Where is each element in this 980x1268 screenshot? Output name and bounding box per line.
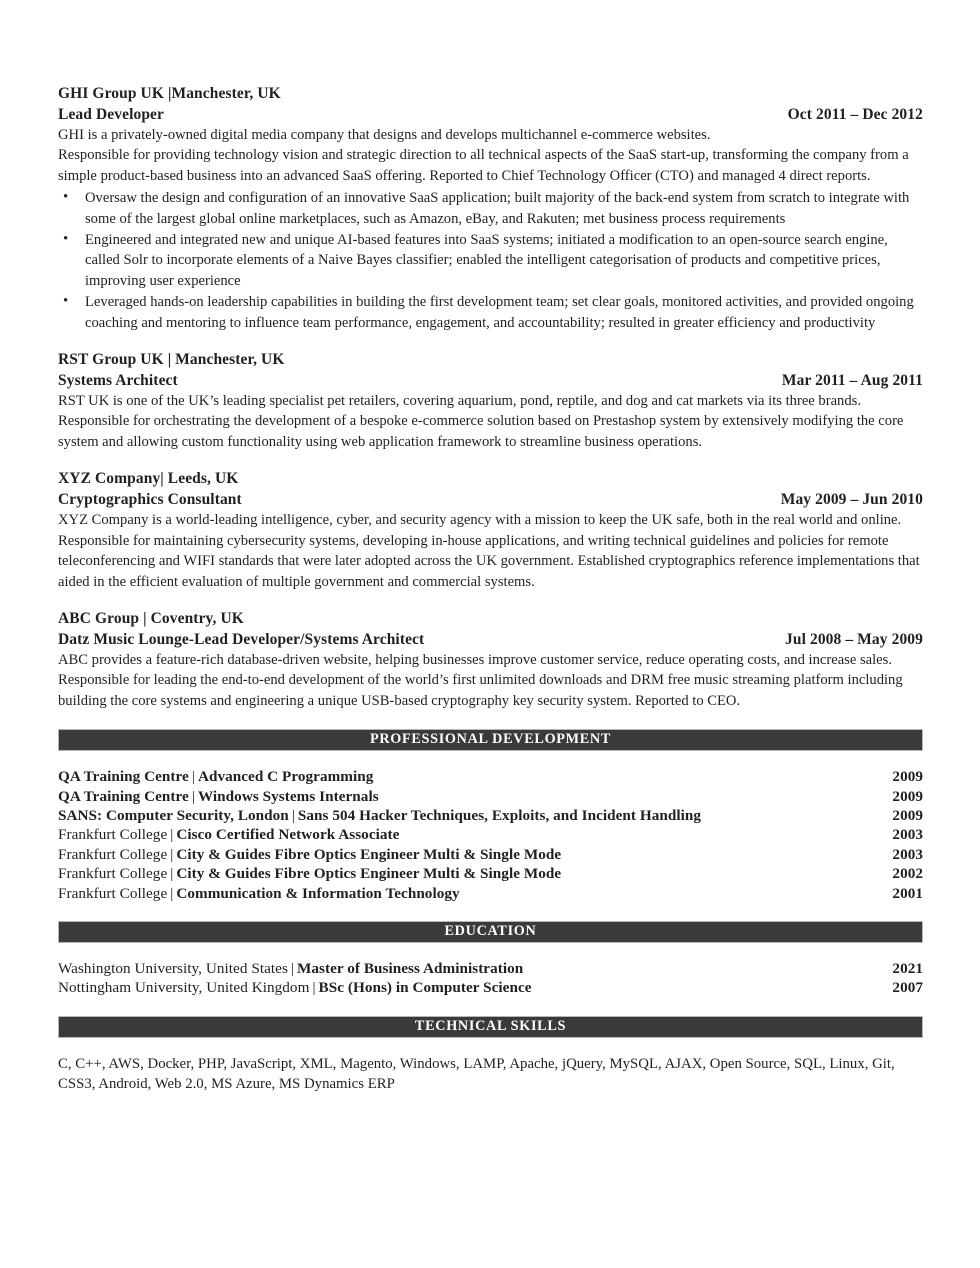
course-name: Advanced C Programming	[197, 768, 374, 786]
job-description-paragraph: Responsible for providing technology vision and strategic direction to all technical aspects of the SaaS start-up, transforming the company from a simple product-based business into an advanced SaaS offering. Reported to Chief Technology Officer (CTO) and managed 4 direct reports.	[58, 147, 909, 184]
experience-entry	[58, 609, 923, 711]
course-name: Windows Systems Internals	[197, 787, 379, 805]
job-description-paragraph: GHI is a privately-owned digital media company that designs and develops multichannel e-commerce websites.	[58, 127, 711, 143]
list-item	[58, 864, 923, 883]
qualification-name: BSc (Hons) in Computer Science	[318, 979, 532, 997]
provider-name: Frankfurt College	[58, 884, 168, 902]
list-item-label	[58, 978, 532, 997]
company-name: ABC Group | Coventry, UK	[58, 609, 244, 627]
job-title: Cryptographics Consultant	[58, 491, 242, 509]
provider-name: SANS: Computer Security, London	[58, 806, 289, 824]
year-value: 2009	[892, 787, 923, 805]
section-heading-professional-development: PROFESSIONAL DEVELOPMENT	[58, 729, 923, 751]
experience-entry	[58, 469, 923, 592]
course-name: Communication & Information Technology	[176, 884, 460, 902]
year-value: 2003	[892, 845, 923, 863]
institution-name: Washington University, United States	[58, 959, 288, 977]
job-description-paragraph: Responsible for leading the end-to-end development of the world’s first unlimited downloads and DRM free music streaming platform including building the core systems and engineering a unique USB-based cryptography key security system. Reported to CEO.	[58, 672, 903, 709]
course-name: City & Guides Fibre Optics Engineer Multi & Single Mode	[176, 845, 562, 863]
job-description-paragraph: RST UK is one of the UK’s leading specialist pet retailers, covering aquarium, pond, reptile, and dog and cat markets via its three brands.	[58, 393, 861, 410]
job-description-paragraph: ABC provides a feature-rich database-driven website, helping businesses improve customer service, reduce operating costs, and increase sales.	[58, 651, 892, 668]
company-name: RST Group UK | Manchester, UK	[58, 351, 285, 369]
technical-skills-text: C, C++, AWS, Docker, PHP, JavaScript, XML, Magento, Windows, LAMP, Apache, jQuery, MySQL, AJAX, Open Source, SQL, Linux, Git, CSS3, Android, Web 2.0, MS Azure, MS Dynamics ERP	[58, 1055, 895, 1093]
list-item-label	[58, 845, 561, 864]
experience-entry	[58, 84, 923, 333]
year-value: 2009	[892, 806, 923, 824]
job-title: Systems Architect	[58, 372, 178, 390]
course-name: City & Guides Fibre Optics Engineer Multi & Single Mode	[176, 865, 562, 883]
job-dates: Mar 2011 – Aug 2011	[781, 372, 923, 390]
provider-name: QA Training Centre	[58, 787, 189, 805]
list-item	[58, 978, 923, 997]
list-item	[58, 845, 923, 864]
separator: |	[290, 959, 295, 977]
job-title-row	[58, 370, 923, 391]
list-item-label	[58, 806, 701, 825]
year-value: 2007	[892, 979, 923, 997]
separator: |	[170, 826, 174, 844]
job-description-paragraph: Responsible for maintaining cybersecurity systems, developing in-house applications, and writing technical guidelines and policies for remote teleconferencing and WIFI standards that were later adopted across the UK government. Established cryptographics reference implementations that aided in the efficient evaluation of multiple government and commercial systems.	[58, 532, 920, 590]
list-item-label	[58, 767, 373, 786]
list-item-label	[58, 787, 379, 806]
job-bullet: • Leveraged hands-on leadership capabilities in building the first development team; set clear goals, monitored activities, and provided ongoing coaching and mentoring to influence team performance, engagement, and accountability; resulted in greater efficiency and productivity	[58, 292, 923, 333]
section-heading-technical-skills: TECHNICAL SKILLS	[58, 1016, 923, 1038]
separator: |	[170, 845, 174, 863]
job-title-row	[58, 629, 923, 650]
year-value: 2002	[892, 865, 923, 883]
year-value: 2009	[892, 768, 923, 786]
qualification-name: Master of Business Administration	[297, 959, 524, 977]
provider-name: QA Training Centre	[58, 768, 189, 786]
provider-name: Frankfurt College	[58, 826, 168, 844]
list-item	[58, 806, 923, 825]
course-name: Cisco Certified Network Associate	[176, 826, 400, 844]
list-item	[58, 884, 923, 903]
company-name: XYZ Company| Leeds, UK	[58, 470, 239, 488]
job-title-row	[58, 489, 923, 510]
experience-entry	[58, 350, 923, 452]
separator: |	[191, 768, 195, 786]
provider-name: Frankfurt College	[58, 865, 168, 883]
list-item-label	[58, 825, 399, 844]
list-item-label	[58, 959, 523, 978]
year-value: 2021	[892, 959, 923, 977]
job-dates: May 2009 – Jun 2010	[780, 491, 923, 509]
institution-name: Nottingham University, United Kingdom	[58, 979, 310, 997]
separator: |	[170, 884, 174, 902]
list-item	[58, 959, 923, 978]
list-item	[58, 767, 923, 786]
job-description-paragraph: Responsible for orchestrating the development of a bespoke e-commerce solution based on Prestashop system by extensively modifying the core system and allowing custom functionality using web application framework to streamline business operations.	[58, 413, 904, 450]
job-description-paragraph: XYZ Company is a world-leading intelligence, cyber, and security agency with a mission to keep the UK safe, both in the real world and online.	[58, 512, 902, 529]
separator: |	[312, 979, 316, 997]
separator: |	[191, 787, 195, 805]
list-item	[58, 825, 923, 844]
separator: |	[170, 865, 174, 883]
job-title: Datz Music Lounge-Lead Developer/Systems Architect	[58, 630, 425, 648]
job-bullet: • Oversaw the design and configuration of an innovative SaaS application; built majority of the back-end system from scratch to integrate with some of the largest global online marketplaces, such as Amazon, eBay, and Rakuten; met business process requirements	[58, 188, 923, 229]
separator: |	[291, 806, 295, 824]
experience-section	[58, 84, 923, 711]
list-item-label	[58, 884, 460, 903]
year-value: 2003	[892, 826, 923, 844]
job-dates: Oct 2011 – Dec 2012	[787, 106, 923, 123]
section-heading-education: EDUCATION	[58, 921, 923, 943]
job-dates: Jul 2008 – May 2009	[785, 630, 923, 648]
education-list	[58, 959, 923, 998]
job-title: Lead Developer	[58, 106, 165, 123]
list-item-label	[58, 864, 561, 883]
job-bullet-list	[58, 188, 923, 333]
list-item	[58, 787, 923, 806]
job-bullet: • Engineered and integrated new and unique AI-based features into SaaS systems; initiated a modification to an open-source search engine, called Solr to incorporate elements of a Naive Bayes classifier; enabled the intelligent categorisation of products and competitive prices, improving user experience	[58, 230, 923, 291]
provider-name: Frankfurt College	[58, 845, 168, 863]
year-value: 2001	[892, 884, 923, 902]
professional-development-list	[58, 767, 923, 903]
course-name: Sans 504 Hacker Techniques, Exploits, and Incident Handling	[297, 806, 702, 824]
job-title-row	[58, 104, 923, 125]
company-name: GHI Group UK |Manchester, UK	[58, 85, 281, 102]
